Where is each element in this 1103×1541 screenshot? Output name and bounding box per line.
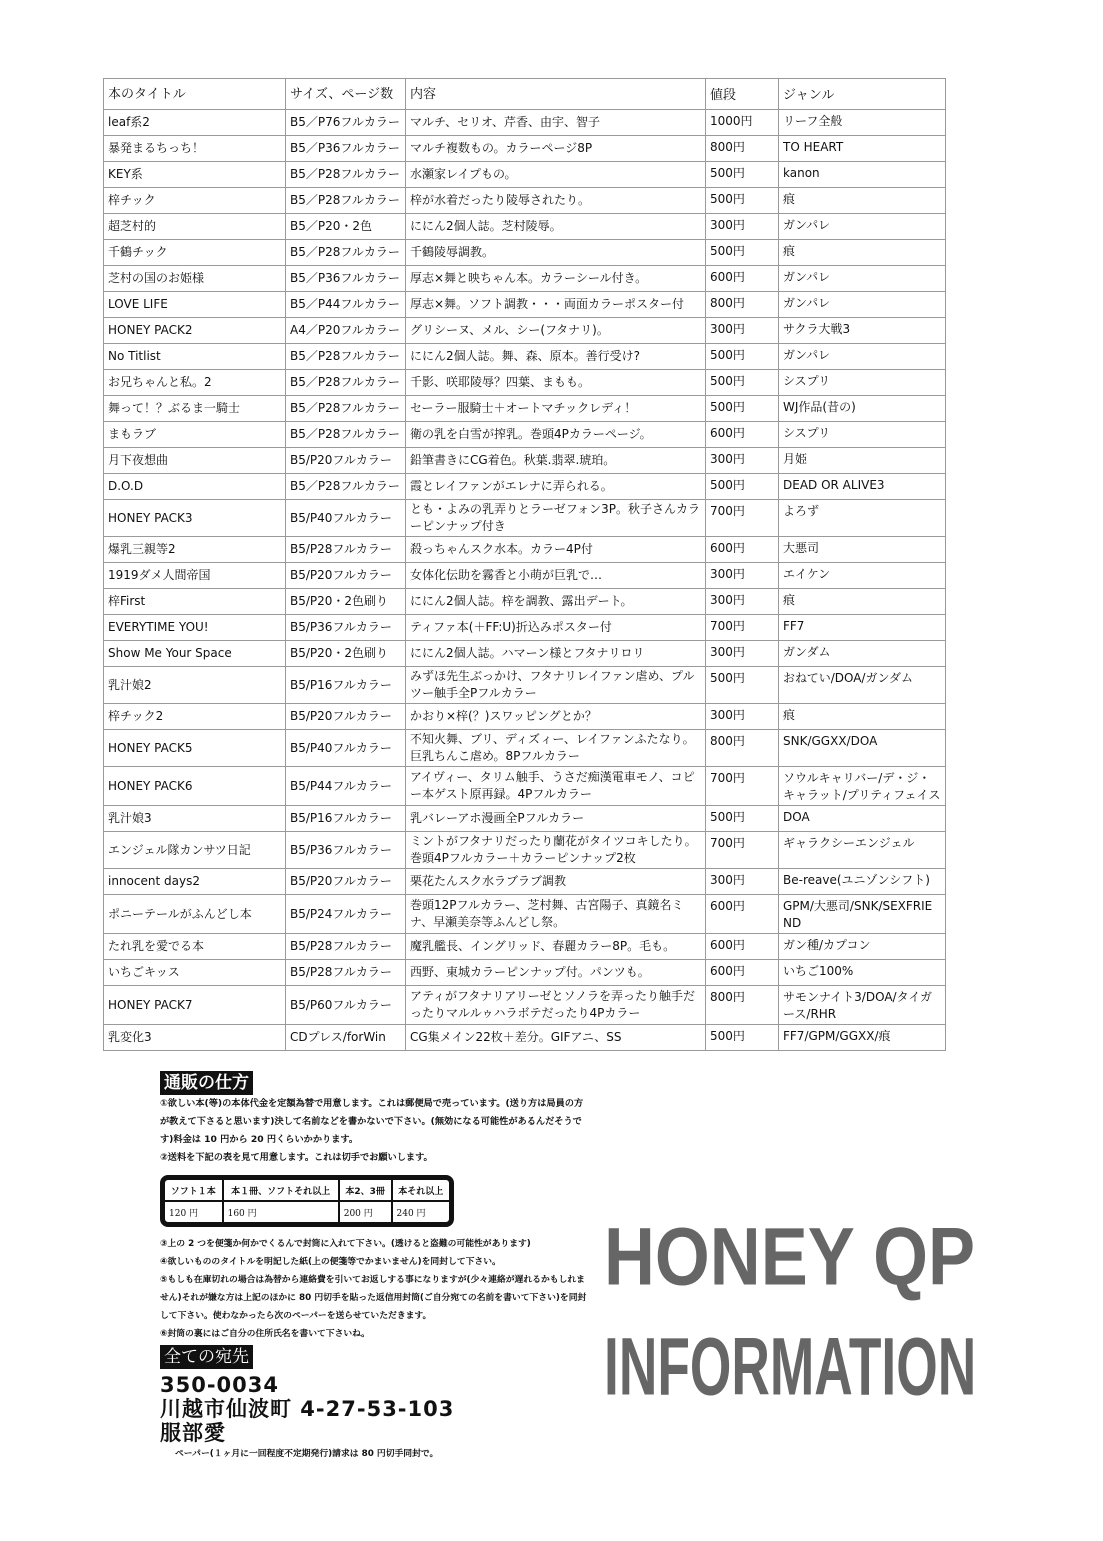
book-genre: ガンダム (779, 641, 946, 667)
book-content: 衛の乳を白雪が搾乳。巻頭4Pカラーページ。 (406, 422, 706, 448)
book-genre: リーフ全般 (779, 110, 946, 136)
book-size: B5/P24フルカラー (286, 895, 406, 934)
column-header: 本のタイトル (104, 79, 286, 110)
table-row (104, 869, 946, 895)
table-row (104, 615, 946, 641)
book-title: KEY系 (104, 162, 286, 188)
table-row (104, 730, 946, 767)
order-step-3: ③上の 2 つを便箋か何かでくるんで封筒に入れて下さい。(透けると盗難の可能性があります) (160, 1239, 531, 1249)
book-title: 超芝村的 (104, 214, 286, 240)
book-title: D.O.D (104, 474, 286, 500)
book-list-table (103, 78, 946, 1051)
book-genre: SNK/GGXX/DOA (779, 730, 946, 767)
book-content: CG集メイン22枚＋差分。GIFアニ、SS (406, 1025, 706, 1051)
book-genre: シスプリ (779, 422, 946, 448)
book-genre: ガンパレ (779, 292, 946, 318)
book-genre: DOA (779, 806, 946, 832)
book-content: 鉛筆書きにCG着色。秋葉.翡翠.琥珀。 (406, 448, 706, 474)
book-content: 不知火舞、ブリ、ディズィー、レイファンふたなり。巨乳ちんこ虐め。8Pフルカラー (406, 730, 706, 767)
book-size: B5/P40フルカラー (286, 500, 406, 537)
book-price: 700円 (706, 615, 779, 641)
book-price: 300円 (706, 869, 779, 895)
book-content: ににん2個人誌。ハマーン様とフタナリロリ (406, 641, 706, 667)
table-row (104, 1025, 946, 1051)
order-instructions (160, 1071, 592, 1463)
book-title: まもラブ (104, 422, 286, 448)
postal-code: 350-0034 (160, 1373, 279, 1397)
book-title: エンジェル隊カンサツ日記 (104, 832, 286, 869)
book-genre: TO HEART (779, 136, 946, 162)
order-step-4: ④欲しいもののタイトルを明記した紙(上の便箋等でかまいません)を同封して下さい。 (160, 1257, 501, 1267)
book-title: 月下夜想曲 (104, 448, 286, 474)
book-genre: ガンパレ (779, 344, 946, 370)
order-step-1: ①欲しい本(等)の本体代金を定額為替で用意します。これは郵便局で売っています。(送り方は局員の方が教えて下さると思います)決して名前などを書かないで下さい。(無効になる可能性があるんだそうです)料金は 10 円から 20 円くらいかかります。 (160, 1098, 584, 1145)
book-size: B5／P36フルカラー (286, 266, 406, 292)
book-size: B5/P20フルカラー (286, 869, 406, 895)
book-size: B5／P28フルカラー (286, 370, 406, 396)
order-heading: 通販の仕方 (160, 1071, 253, 1095)
book-title: leaf系2 (104, 110, 286, 136)
book-price: 300円 (706, 563, 779, 589)
book-size: B5/P20フルカラー (286, 704, 406, 730)
table-row (104, 292, 946, 318)
book-title: お兄ちゃんと私。2 (104, 370, 286, 396)
book-title: HONEY PACK6 (104, 767, 286, 806)
book-content: 厚志×舞と映ちゃん本。カラーシール付き。 (406, 266, 706, 292)
column-header: サイズ、ページ数 (286, 79, 406, 110)
book-size: B5／P28フルカラー (286, 188, 406, 214)
column-header: 値段 (706, 79, 779, 110)
book-genre: FF7/GPM/GGXX/痕 (779, 1025, 946, 1051)
order-step-6: ⑥封筒の裏にはご自分の住所氏名を書いて下さいね。 (160, 1329, 370, 1339)
book-size: B5/P36フルカラー (286, 832, 406, 869)
book-title: たれ乳を愛でる本 (104, 934, 286, 960)
banner-subtitle: INFORMATION (604, 1321, 977, 1413)
book-title: 暴発まるちっち！ (104, 136, 286, 162)
shipping-header: ソフト１本 (165, 1180, 224, 1202)
book-genre: シスプリ (779, 370, 946, 396)
table-row (104, 563, 946, 589)
table-header-row (104, 79, 946, 110)
book-title: いちごキッス (104, 960, 286, 986)
table-row (104, 448, 946, 474)
book-size: B5／P28フルカラー (286, 422, 406, 448)
table-row (104, 344, 946, 370)
book-title: HONEY PACK5 (104, 730, 286, 767)
book-title: LOVE LIFE (104, 292, 286, 318)
book-genre: FF7 (779, 615, 946, 641)
book-title: Show Me Your Space (104, 641, 286, 667)
book-genre: ギャラクシーエンジェル (779, 832, 946, 869)
book-size: B5/P20・2色刷り (286, 589, 406, 615)
book-price: 500円 (706, 162, 779, 188)
book-price: 1000円 (706, 110, 779, 136)
book-title: HONEY PACK2 (104, 318, 286, 344)
book-genre: おねてい/DOA/ガンダム (779, 667, 946, 704)
table-row (104, 960, 946, 986)
book-price: 700円 (706, 767, 779, 806)
book-price: 500円 (706, 240, 779, 266)
book-size: B5／P36フルカラー (286, 136, 406, 162)
table-row (104, 474, 946, 500)
book-content: ににん2個人誌。舞、森、原本。善行受け? (406, 344, 706, 370)
table-row (104, 641, 946, 667)
book-genre: 月姫 (779, 448, 946, 474)
book-size: B5/P20・2色刷り (286, 641, 406, 667)
book-title: ポニーテールがふんどし本 (104, 895, 286, 934)
book-content: 栗花たんスク水ラブラブ調教 (406, 869, 706, 895)
book-genre: kanon (779, 162, 946, 188)
book-size: CDプレス/forWin (286, 1025, 406, 1051)
book-content: 魔乳艦長、イングリッド、春麗カラー8P。毛も。 (406, 934, 706, 960)
book-price: 500円 (706, 344, 779, 370)
shipping-price: 160 円 (224, 1202, 340, 1222)
table-row (104, 422, 946, 448)
shipping-price: 200 円 (340, 1202, 393, 1222)
book-price: 500円 (706, 370, 779, 396)
order-step-2: ②送料を下記の表を見て用意します。これは切手でお願いします。 (160, 1152, 433, 1163)
book-content: アティがフタナリアリーゼとソノラを弄ったり触手だったりマルルゥハラボテだったり4Pカラー (406, 986, 706, 1025)
book-title: EVERYTIME YOU! (104, 615, 286, 641)
book-size: B5／P28フルカラー (286, 162, 406, 188)
book-genre: ガンパレ (779, 214, 946, 240)
book-title: 1919ダメ人間帝国 (104, 563, 286, 589)
table-row (104, 767, 946, 806)
shipping-table (160, 1175, 454, 1227)
book-title: 梓First (104, 589, 286, 615)
book-price: 800円 (706, 986, 779, 1025)
book-genre: 痕 (779, 704, 946, 730)
book-title: 乳汁娘3 (104, 806, 286, 832)
banner-title: HONEY QP (604, 1211, 975, 1303)
book-title: No Titlist (104, 344, 286, 370)
table-row (104, 396, 946, 422)
book-price: 500円 (706, 188, 779, 214)
book-title: 乳変化3 (104, 1025, 286, 1051)
book-genre: いちご100% (779, 960, 946, 986)
book-content: ににん2個人誌。梓を調教、露出デート。 (406, 589, 706, 615)
book-price: 700円 (706, 832, 779, 869)
book-price: 600円 (706, 934, 779, 960)
book-genre: 大悪司 (779, 537, 946, 563)
book-title: 乳汁娘2 (104, 667, 286, 704)
table-row (104, 266, 946, 292)
book-size: B5／P76フルカラー (286, 110, 406, 136)
table-row (104, 318, 946, 344)
table-row (104, 162, 946, 188)
book-title: 舞って！？ぶるま一騎士 (104, 396, 286, 422)
book-genre: Be-reave(ユニゾンシフト) (779, 869, 946, 895)
shipping-header: 本それ以上 (393, 1180, 450, 1202)
book-content: マルチ複数もの。カラーページ8P (406, 136, 706, 162)
book-price: 600円 (706, 537, 779, 563)
book-genre: ガン種/カプコン (779, 934, 946, 960)
lower-section (0, 1071, 1103, 1463)
book-price: 800円 (706, 136, 779, 162)
book-genre: 痕 (779, 589, 946, 615)
book-size: B5／P28フルカラー (286, 240, 406, 266)
book-genre: 痕 (779, 240, 946, 266)
street-address: 川越市仙波町 4-27-53-103 (160, 1397, 455, 1421)
book-price: 300円 (706, 589, 779, 615)
recipient-name: 服部愛 (160, 1421, 226, 1445)
book-title: 芝村の国のお姫様 (104, 266, 286, 292)
book-content: 水瀬家レイプもの。 (406, 162, 706, 188)
column-header: ジャンル (779, 79, 946, 110)
book-size: B5/P28フルカラー (286, 960, 406, 986)
book-size: A4／P20フルカラー (286, 318, 406, 344)
table-row (104, 589, 946, 615)
book-content: 乳バレーアホ漫画全Pフルカラー (406, 806, 706, 832)
book-size: B5/P60フルカラー (286, 986, 406, 1025)
book-genre: WJ作品(昔の) (779, 396, 946, 422)
book-content: アイヴィー、タリム触手、うさだ痴漢電車モノ、コピー本ゲスト原再録。4Pフルカラー (406, 767, 706, 806)
book-price: 600円 (706, 422, 779, 448)
book-genre: サモンナイト3/DOA/タイガース/RHR (779, 986, 946, 1025)
book-content: 霞とレイファンがエレナに弄られる。 (406, 474, 706, 500)
book-price: 300円 (706, 641, 779, 667)
book-title: HONEY PACK7 (104, 986, 286, 1025)
book-genre: サクラ大戦3 (779, 318, 946, 344)
table-row (104, 895, 946, 934)
table-row (104, 986, 946, 1025)
book-title: innocent days2 (104, 869, 286, 895)
book-size: B5/P16フルカラー (286, 667, 406, 704)
book-content: とも・よみの乳弄りとラーゼフォン3P。秋子さんカラーピンナップ付き (406, 500, 706, 537)
book-content: 厚志×舞。ソフト調教・・・両面カラーポスター付 (406, 292, 706, 318)
book-content: 梓が水着だったり陵辱されたり。 (406, 188, 706, 214)
book-content: セーラー服騎士＋オートマチックレディ！ (406, 396, 706, 422)
paper-request-note: ペーパー(１ヶ月に一回程度不定期発行)請求は 80 円切手同封で。 (175, 1449, 439, 1459)
book-price: 300円 (706, 448, 779, 474)
book-size: B5／P28フルカラー (286, 396, 406, 422)
book-price: 300円 (706, 214, 779, 240)
book-content: 千影、咲耶陵辱？四葉、まもも。 (406, 370, 706, 396)
table-row (104, 110, 946, 136)
book-content: グリシーヌ、メル、シー(フタナリ)。 (406, 318, 706, 344)
table-row (104, 537, 946, 563)
book-genre: ガンパレ (779, 266, 946, 292)
table-row (104, 704, 946, 730)
book-price: 300円 (706, 318, 779, 344)
table-row (104, 934, 946, 960)
address-heading: 全ての宛先 (160, 1345, 253, 1369)
table-row (104, 500, 946, 537)
book-genre: DEAD OR ALIVE3 (779, 474, 946, 500)
book-content: みずほ先生ぶっかけ、フタナリレイファン虐め、プルツー触手全Pフルカラー (406, 667, 706, 704)
table-row (104, 188, 946, 214)
shipping-header: 本１冊、ソフトそれ以上 (224, 1180, 340, 1202)
book-content: ティファ本(＋FF:U)折込みポスター付 (406, 615, 706, 641)
table-row (104, 370, 946, 396)
book-price: 600円 (706, 895, 779, 934)
book-price: 500円 (706, 396, 779, 422)
book-size: B5/P20フルカラー (286, 448, 406, 474)
book-price: 500円 (706, 667, 779, 704)
book-size: B5/P20フルカラー (286, 563, 406, 589)
book-genre: GPM/大悪司/SNK/SEXFRIEND (779, 895, 946, 934)
book-title: 千鶴チック (104, 240, 286, 266)
book-content: マルチ、セリオ、芹香、由宇、智子 (406, 110, 706, 136)
book-price: 500円 (706, 806, 779, 832)
book-genre: エイケン (779, 563, 946, 589)
book-genre: 痕 (779, 188, 946, 214)
book-size: B5/P36フルカラー (286, 615, 406, 641)
book-content: 千鶴陵辱調教。 (406, 240, 706, 266)
book-content: 女体化伝助を霧香と小萌が巨乳で… (406, 563, 706, 589)
table-row (104, 667, 946, 704)
book-size: B5／P28フルカラー (286, 474, 406, 500)
book-content: 西野、東城カラーピンナップ付。パンツも。 (406, 960, 706, 986)
book-price: 500円 (706, 474, 779, 500)
book-price: 600円 (706, 960, 779, 986)
book-size: B5/P16フルカラー (286, 806, 406, 832)
book-size: B5／P44フルカラー (286, 292, 406, 318)
table-row (104, 806, 946, 832)
book-title: 梓チック2 (104, 704, 286, 730)
book-size: B5/P40フルカラー (286, 730, 406, 767)
table-row (104, 214, 946, 240)
book-price: 800円 (706, 730, 779, 767)
book-price: 600円 (706, 266, 779, 292)
book-title: 爆乳三親等2 (104, 537, 286, 563)
book-title: HONEY PACK3 (104, 500, 286, 537)
book-size: B5／P20・2色 (286, 214, 406, 240)
book-size: B5/P28フルカラー (286, 934, 406, 960)
table-row (104, 832, 946, 869)
book-price: 700円 (706, 500, 779, 537)
book-price: 800円 (706, 292, 779, 318)
book-size: B5/P44フルカラー (286, 767, 406, 806)
book-title: 梓チック (104, 188, 286, 214)
book-price: 300円 (706, 704, 779, 730)
book-genre: ソウルキャリバー/デ・ジ・キャラット/プリティフェイス (779, 767, 946, 806)
book-genre: よろず (779, 500, 946, 537)
book-size: B5／P28フルカラー (286, 344, 406, 370)
book-content: 巻頭12Pフルカラー、芝村舞、古宮陽子、真鏡名ミナ、早瀬美奈等ふんどし祭。 (406, 895, 706, 934)
column-header: 内容 (406, 79, 706, 110)
order-step-5: ⑤もしも在庫切れの場合は為替から連絡費を引いてお返しする事になりますが(少々連絡が遅れるかもしれません)それが嫌な方は上記のほかに 80 円切手を貼った返信用封筒(ご自分宛ての名前を書いて下さい)を同封して下さい。使わなかったら次のペーパーを送らせていただきます。 (160, 1275, 587, 1321)
banner (604, 1071, 1103, 1463)
book-price: 500円 (706, 1025, 779, 1051)
book-content: かおり×梓(？)スワッピングとか？ (406, 704, 706, 730)
table-row (104, 136, 946, 162)
shipping-header: 本2、3冊 (340, 1180, 393, 1202)
book-content: 殺っちゃんスク水本。カラー4P付 (406, 537, 706, 563)
book-content: ミントがフタナリだったり蘭花がタイツコキしたり。巻頭4Pフルカラー＋カラーピンナップ2枚 (406, 832, 706, 869)
shipping-price: 240 円 (396, 1208, 426, 1219)
book-size: B5/P28フルカラー (286, 537, 406, 563)
shipping-price: 120 円 (165, 1202, 224, 1222)
table-row (104, 240, 946, 266)
book-content: ににん2個人誌。芝村陵辱。 (406, 214, 706, 240)
